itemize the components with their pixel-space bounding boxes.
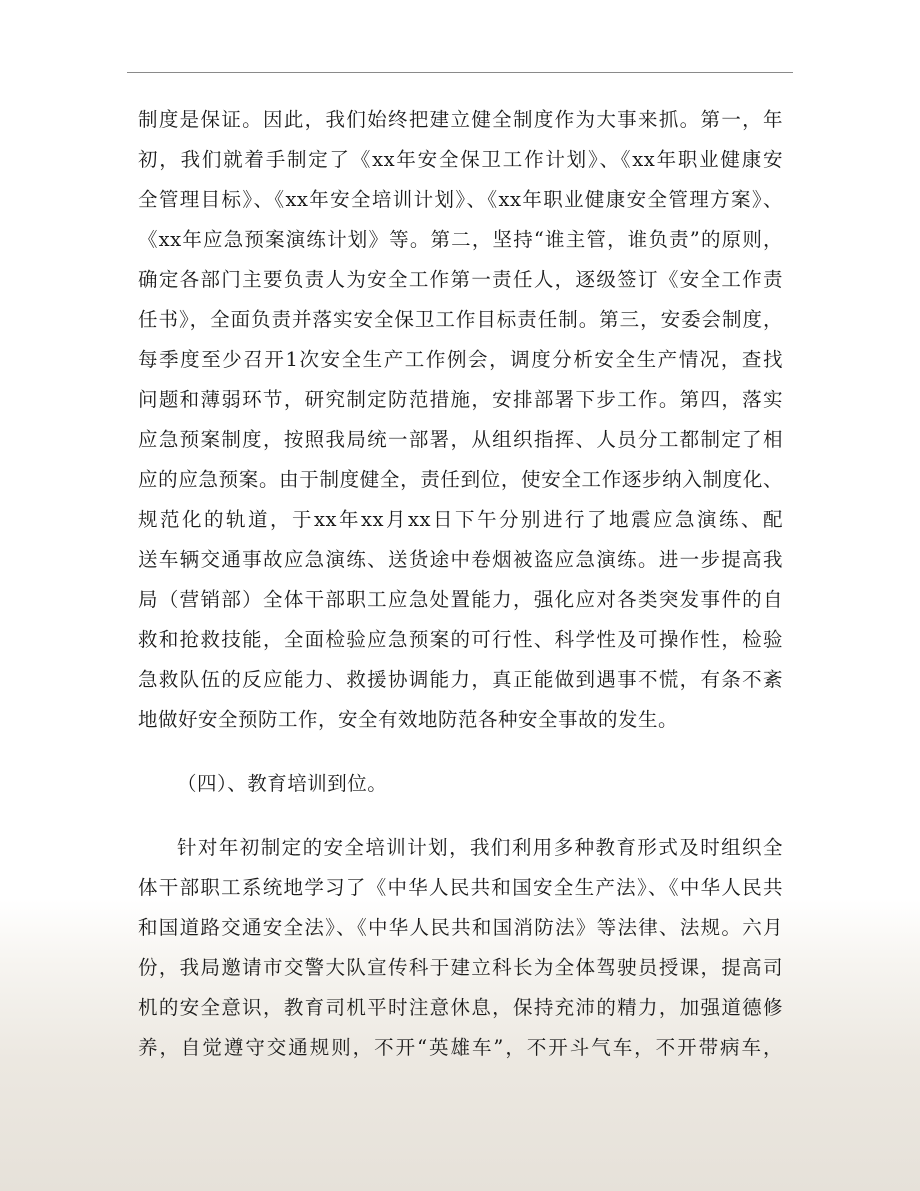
text-line: 初，我们就着手制定了《xx年安全保卫工作计划》、《xx年职业健康安 xyxy=(138,148,783,171)
text-line: 急救队伍的反应能力、救援协调能力，真正能做到遇事不慌，有条不紊 xyxy=(138,668,783,691)
paragraph-2 xyxy=(138,828,783,1068)
text-line: 任书》，全面负责并落实安全保卫工作目标责任制。第三，安委会制度， xyxy=(138,308,783,331)
text-line: 养，自觉遵守交通规则，不开“英雄车”，不开斗气车，不开带病车， xyxy=(138,1036,783,1059)
text-line: 体干部职工系统地学习了《中华人民共和国安全生产法》、《中华人民共 xyxy=(138,876,783,899)
header-rule xyxy=(127,72,793,73)
text-line: 送车辆交通事故应急演练、送货途中卷烟被盗应急演练。进一步提高我 xyxy=(138,548,783,571)
text-line: 确定各部门主要负责人为安全工作第一责任人，逐级签订《安全工作责 xyxy=(138,268,783,291)
text-line: 救和抢救技能，全面检验应急预案的可行性、科学性及可操作性，检验 xyxy=(138,628,783,651)
text-line: 规范化的轨道，于xx年xx月xx日下午分别进行了地震应急演练、配 xyxy=(138,508,783,531)
text-line: 局（营销部）全体干部职工应急处置能力，强化应对各类突发事件的自 xyxy=(138,588,783,611)
text-line: 机的安全意识，教育司机平时注意休息，保持充沛的精力，加强道德修 xyxy=(138,996,783,1019)
paragraph-gap xyxy=(138,804,783,828)
text-line: 应的应急预案。由于制度健全，责任到位，使安全工作逐步纳入制度化、 xyxy=(138,468,783,491)
text-line: 问题和薄弱环节，研究制定防范措施，安排部署下步工作。第四，落实 xyxy=(138,388,783,411)
text-line: 全管理目标》、《xx年安全培训计划》、《xx年职业健康安全管理方案》、 xyxy=(138,188,783,211)
text-line: 每季度至少召开1次安全生产工作例会，调度分析安全生产情况，查找 xyxy=(138,348,783,371)
paragraph-1 xyxy=(138,100,783,740)
section-heading: （四）、教育培训到位。 xyxy=(177,772,388,795)
paragraph-gap xyxy=(138,740,783,764)
document-body xyxy=(138,100,783,1068)
text-line: 地做好安全预防工作，安全有效地防范各种安全事故的发生。 xyxy=(138,708,679,731)
text-line: 针对年初制定的安全培训计划，我们利用多种教育形式及时组织全 xyxy=(177,836,783,859)
text-line: 制度是保证。因此，我们始终把建立健全制度作为大事来抓。第一，年 xyxy=(138,108,783,131)
text-line: 和国道路交通安全法》、《中华人民共和国消防法》等法律、法规。六月 xyxy=(138,916,783,939)
text-line: 份，我局邀请市交警大队宣传科于建立科长为全体驾驶员授课，提高司 xyxy=(138,956,783,979)
text-line: 《xx年应急预案演练计划》等。第二，坚持“谁主管，谁负责”的原则， xyxy=(138,228,783,251)
text-line: 应急预案制度，按照我局统一部署，从组织指挥、人员分工都制定了相 xyxy=(138,428,783,451)
